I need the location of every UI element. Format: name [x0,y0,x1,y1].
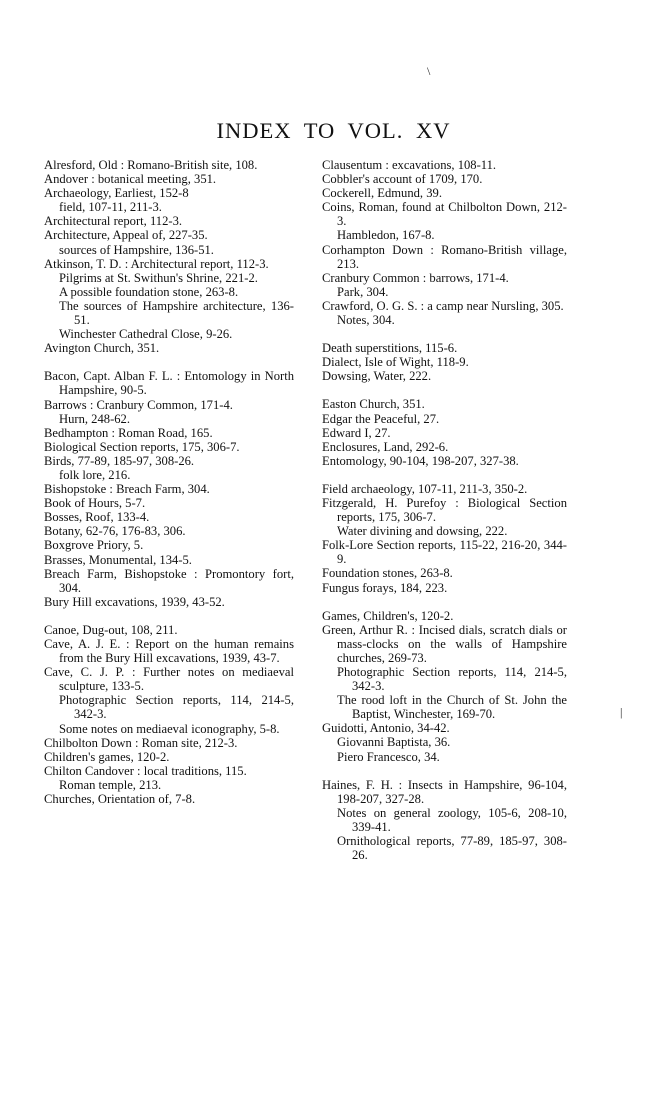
index-entry: Death superstitions, 115-6. [322,341,458,356]
index-subentry: A possible foundation stone, 263-8. [59,284,239,299]
index-entry: Botany, 62-76, 176-83, 306. [44,524,186,539]
index-subentry: Notes, 304. [337,313,395,328]
index-subentry: Park, 304. [337,284,389,299]
index-entry: Foundation stones, 263-8. [322,566,453,581]
index-subentry: folk lore, 216. [59,467,131,482]
index-subentry: The sources of Hampshire architecture, 136-51. [59,298,294,328]
index-entry: Green, Arthur R. : Incised dials, scratch dials or mass-clocks on the walls of Hampshire churches, 269-73. [322,622,567,665]
index-entry: Games, Children's, 120-2. [322,608,454,623]
index-entry: Brasses, Monumental, 134-5. [44,552,192,567]
index-entry: Cranbury Common : barrows, 171-4. [322,270,509,285]
index-subentry: Water divining and dowsing, 222. [337,524,508,539]
index-subentry: Hambledon, 167-8. [337,228,435,243]
index-subentry: Notes on general zoology, 105-6, 208-10, 339-41. [337,805,567,834]
index-entry: Cobbler's account of 1709, 170. [322,172,483,187]
index-entry: Bacon, Capt. Alban F. L. : Entomology in North Hampshire, 90-5. [44,369,294,398]
index-entry: Barrows : Cranbury Common, 171-4. [44,397,233,412]
index-entry: Children's games, 120-2. [44,749,170,764]
index-entry: Birds, 77-89, 185-97, 308-26. [44,453,195,468]
index-entry: Crawford, O. G. S. : a camp near Nursling, 305. [322,298,564,313]
index-subentry: Roman temple, 213. [59,777,162,792]
index-entry: Corhampton Down : Romano-British village, 213. [322,242,567,271]
index-entry: Alresford, Old : Romano-British site, 108. [44,158,258,172]
index-entry: Chilbolton Down : Roman site, 212-3. [44,735,238,750]
index-entry: Architecture, Appeal of, 227-35. [44,228,208,243]
index-entry: Easton Church, 351. [322,397,425,412]
index-entry: Biological Section reports, 175, 306-7. [44,439,240,454]
index-entry: Cave, C. J. P. : Further notes on mediaeval sculpture, 133-5. [44,665,294,694]
index-entry: Breach Farm, Bishopstoke : Promontory fort, 304. [44,566,294,595]
index-entry: Fungus forays, 184, 223. [322,580,448,595]
index-subentry: sources of Hampshire, 136-51. [59,242,214,257]
page-title: INDEX TO VOL. XV [216,118,451,143]
index-entry: Dowsing, Water, 222. [322,369,432,384]
index-entry: Book of Hours, 5-7. [44,496,146,511]
index-entry: Guidotti, Antonio, 34-42. [322,721,450,736]
index-entry: Architectural report, 112-3. [44,214,183,229]
index-entry: Haines, F. H. : Insects in Hampshire, 96-104, 198-207, 327-28. [322,777,567,806]
index-subentry: Pilgrims at St. Swithun's Shrine, 221-2. [59,270,258,285]
index-column-right [322,158,567,862]
scan-speck: \ [427,64,431,78]
index-subentry: Ornithological reports, 77-89, 185-97, 308-26. [337,834,567,863]
index-subentry: Piero Francesco, 34. [337,749,440,764]
index-subentry: The rood loft in the Church of St. John the Baptist, Winchester, 169-70. [337,693,567,722]
index-subentry: Hurn, 248-62. [59,411,131,426]
index-entry: Edward I, 27. [322,425,391,440]
index-entry: Cockerell, Edmund, 39. [322,186,442,201]
index-entry: Clausentum : excavations, 108-11. [322,158,497,172]
index-subentry: Some notes on mediaeval iconography, 5-8. [59,721,280,736]
index-entry: Bury Hill excavations, 1939, 43-52. [44,594,225,609]
index-entry: Enclosures, Land, 292-6. [322,439,449,454]
index-entry: Bishopstoke : Breach Farm, 304. [44,482,210,497]
index-subentry: Giovanni Baptista, 36. [337,735,451,750]
scan-speck: | [620,705,623,719]
index-entry: Chilton Candover : local traditions, 115. [44,763,247,778]
index-subentry: field, 107-11, 211-3. [59,200,162,215]
index-column-left [44,158,294,806]
index-entry: Folk-Lore Section reports, 115-22, 216-20, 344-9. [322,538,567,567]
index-entry: Canoe, Dug-out, 108, 211. [44,622,178,637]
index-entry: Fitzgerald, H. Purefoy : Biological Section reports, 175, 306-7. [322,495,567,525]
index-subentry: Photographic Section reports, 114, 214-5, 342-3. [337,665,567,694]
index-entry: Dialect, Isle of Wight, 118-9. [322,355,469,370]
index-entry: Avington Church, 351. [44,341,160,356]
index-entry: Archaeology, Earliest, 152-8 [44,186,189,201]
index-entry: Bedhampton : Roman Road, 165. [44,425,213,440]
index-entry: Field archaeology, 107-11, 211-3, 350-2. [322,481,528,496]
index-entry: Churches, Orientation of, 7-8. [44,792,196,807]
index-entry: Bosses, Roof, 133-4. [44,510,150,525]
index-entry: Andover : botanical meeting, 351. [44,172,217,187]
index-entry: Atkinson, T. D. : Architectural report, 112-3. [44,256,269,271]
index-entry: Entomology, 90-104, 198-207, 327-38. [322,453,519,468]
index-entry: Edgar the Peaceful, 27. [322,411,440,426]
index-subentry: Winchester Cathedral Close, 9-26. [59,327,233,342]
index-subentry: Photographic Section reports, 114, 214-5, 342-3. [59,693,294,722]
index-entry: Cave, A. J. E. : Report on the human remains from the Bury Hill excavations, 1939, 43-7. [44,637,294,666]
index-entry: Coins, Roman, found at Chilbolton Down, 212-3. [322,200,567,229]
index-entry: Boxgrove Priory, 5. [44,538,144,553]
